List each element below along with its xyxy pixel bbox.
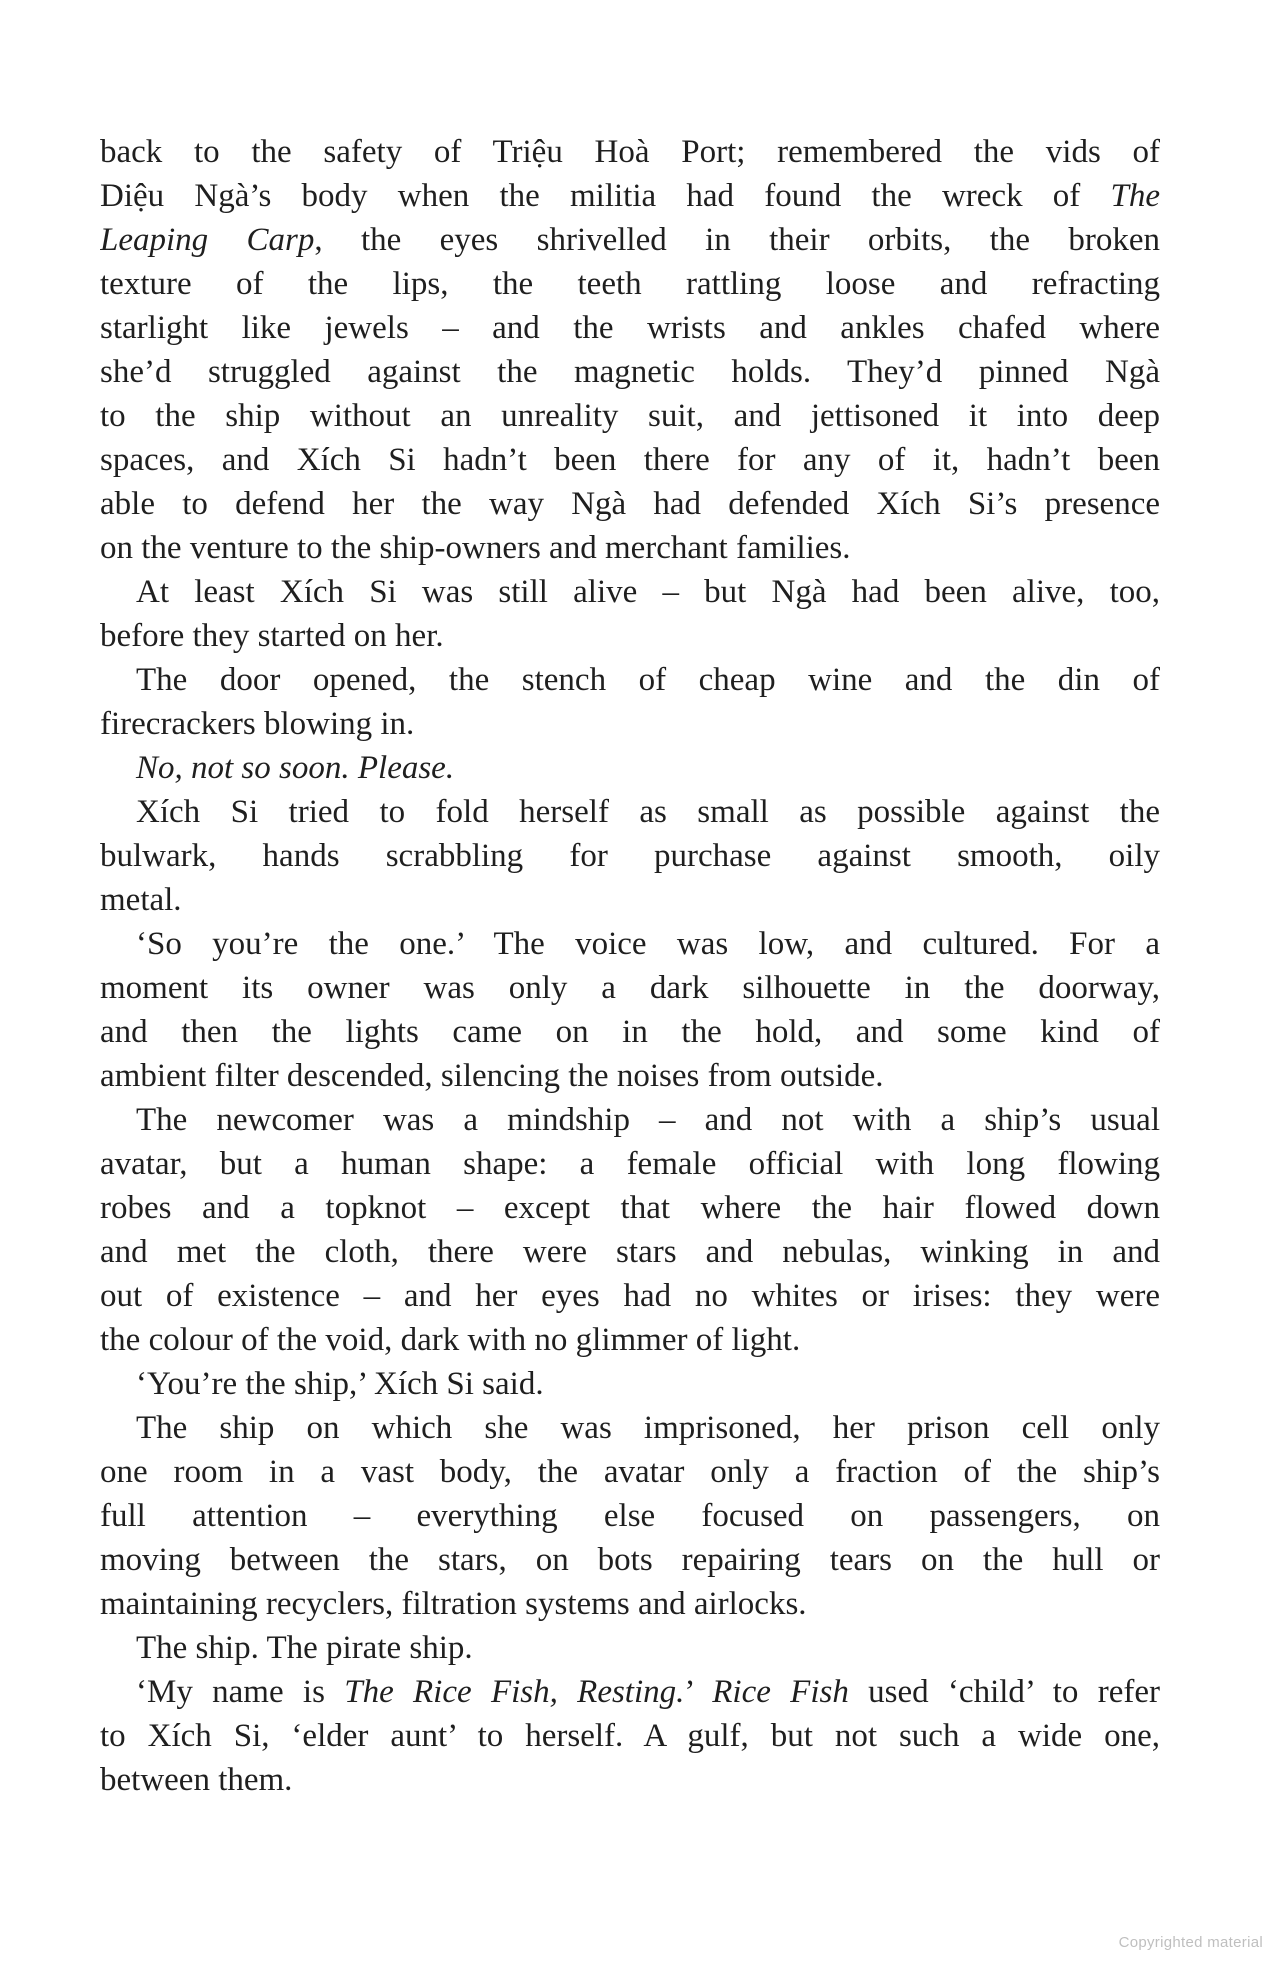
text-line: [100, 1406, 1160, 1450]
text-segment: starlight like jewels – and the wrists and ankles chafed where: [100, 310, 1160, 346]
text-segment: she’d struggled against the magnetic holds. They’d pinned Ngà: [100, 354, 1160, 390]
text-segment: one room in a vast body, the avatar only a fraction of the ship’s: [100, 1454, 1160, 1490]
text-segment: maintaining recyclers, filtration systems and airlocks.: [100, 1586, 807, 1622]
text-line: [100, 174, 1160, 218]
text-line: [100, 1274, 1160, 1318]
text-segment: The ship. The pirate ship.: [136, 1630, 473, 1666]
text-line: [100, 1670, 1160, 1714]
copyright-watermark: Copyrighted material: [1118, 1934, 1263, 1951]
text-line: [100, 1494, 1160, 1538]
text-segment: back to the safety of Triệu Hoà Port; remembered the vids of: [100, 134, 1160, 170]
italic-text-segment: The: [1110, 178, 1160, 214]
text-line: [100, 306, 1160, 350]
text-line: [100, 1626, 1160, 1670]
text-line: [100, 1230, 1160, 1274]
text-segment: bulwark, hands scrabbling for purchase against smooth, oily: [100, 838, 1160, 874]
text-line: [100, 1538, 1160, 1582]
text-segment: Xích Si tried to fold herself as small as possible against the: [136, 794, 1160, 830]
text-line: [100, 482, 1160, 526]
text-segment: metal.: [100, 882, 182, 918]
text-segment: firecrackers blowing in.: [100, 706, 415, 742]
text-segment: At least Xích Si was still alive – but Ngà had been alive, too,: [136, 574, 1160, 610]
text-line: [100, 1054, 1160, 1098]
text-segment: robes and a topknot – except that where the hair flowed down: [100, 1190, 1160, 1226]
text-line: [100, 130, 1160, 174]
text-segment: to Xích Si, ‘elder aunt’ to herself. A gulf, but not such a wide one,: [100, 1718, 1160, 1754]
text-segment: on the venture to the ship-owners and merchant families.: [100, 530, 851, 566]
text-line: [100, 746, 1160, 790]
text-line: [100, 1450, 1160, 1494]
text-line: [100, 394, 1160, 438]
text-segment: The door opened, the stench of cheap wine and the din of: [136, 662, 1160, 698]
text-line: [100, 1186, 1160, 1230]
text-line: [100, 1142, 1160, 1186]
text-segment: ’: [684, 1674, 713, 1710]
text-segment: before they started on her.: [100, 618, 444, 654]
text-segment: , the eyes shrivelled in their orbits, the broken: [314, 222, 1160, 258]
text-line: [100, 1582, 1160, 1626]
text-line: [100, 878, 1160, 922]
text-line: [100, 526, 1160, 570]
text-line: [100, 658, 1160, 702]
text-segment: used ‘child’ to refer: [848, 1674, 1160, 1710]
text-line: [100, 1714, 1160, 1758]
text-segment: ‘You’re the ship,’ Xích Si said.: [136, 1366, 544, 1402]
text-line: [100, 790, 1160, 834]
text-line: [100, 1318, 1160, 1362]
text-segment: ambient filter descended, silencing the noises from outside.: [100, 1058, 884, 1094]
text-segment: able to defend her the way Ngà had defended Xích Si’s presence: [100, 486, 1160, 522]
text-segment: full attention – everything else focused on passengers, on: [100, 1498, 1160, 1534]
text-segment: ‘So you’re the one.’ The voice was low, and cultured. For a: [136, 926, 1160, 962]
text-line: [100, 1098, 1160, 1142]
text-line: [100, 262, 1160, 306]
text-line: [100, 614, 1160, 658]
text-line: [100, 1758, 1160, 1802]
text-segment: Diệu Ngà’s body when the militia had found the wreck of: [100, 178, 1111, 214]
text-segment: The newcomer was a mindship – and not with a ship’s usual: [136, 1102, 1160, 1138]
text-segment: and met the cloth, there were stars and nebulas, winking in and: [100, 1234, 1160, 1270]
italic-text-segment: Rice Fish: [712, 1674, 849, 1710]
text-line: [100, 350, 1160, 394]
text-segment: spaces, and Xích Si hadn’t been there for any of it, hadn’t been: [100, 442, 1160, 478]
text-segment: texture of the lips, the teeth rattling loose and refracting: [100, 266, 1160, 302]
text-segment: The ship on which she was imprisoned, her prison cell only: [136, 1410, 1160, 1446]
text-segment: moving between the stars, on bots repairing tears on the hull or: [100, 1542, 1160, 1578]
text-line: [100, 834, 1160, 878]
text-segment: to the ship without an unreality suit, and jettisoned it into deep: [100, 398, 1160, 434]
text-line: [100, 1010, 1160, 1054]
page-text: [100, 130, 1160, 1802]
text-segment: ‘My name is: [136, 1674, 345, 1710]
text-line: [100, 570, 1160, 614]
text-segment: out of existence – and her eyes had no whites or irises: they were: [100, 1278, 1160, 1314]
italic-text-segment: Leaping Carp: [100, 222, 315, 258]
text-segment: the colour of the void, dark with no glimmer of light.: [100, 1322, 801, 1358]
text-line: [100, 922, 1160, 966]
text-line: [100, 218, 1160, 262]
text-line: [100, 1362, 1160, 1406]
text-segment: moment its owner was only a dark silhouette in the doorway,: [100, 970, 1160, 1006]
text-line: [100, 438, 1160, 482]
text-segment: between them.: [100, 1762, 293, 1798]
text-segment: avatar, but a human shape: a female official with long flowing: [100, 1146, 1160, 1182]
italic-text-segment: The Rice Fish, Resting.: [344, 1674, 685, 1710]
text-line: [100, 702, 1160, 746]
text-segment: and then the lights came on in the hold, and some kind of: [100, 1014, 1160, 1050]
italic-text-segment: No, not so soon. Please.: [136, 750, 455, 786]
text-line: [100, 966, 1160, 1010]
